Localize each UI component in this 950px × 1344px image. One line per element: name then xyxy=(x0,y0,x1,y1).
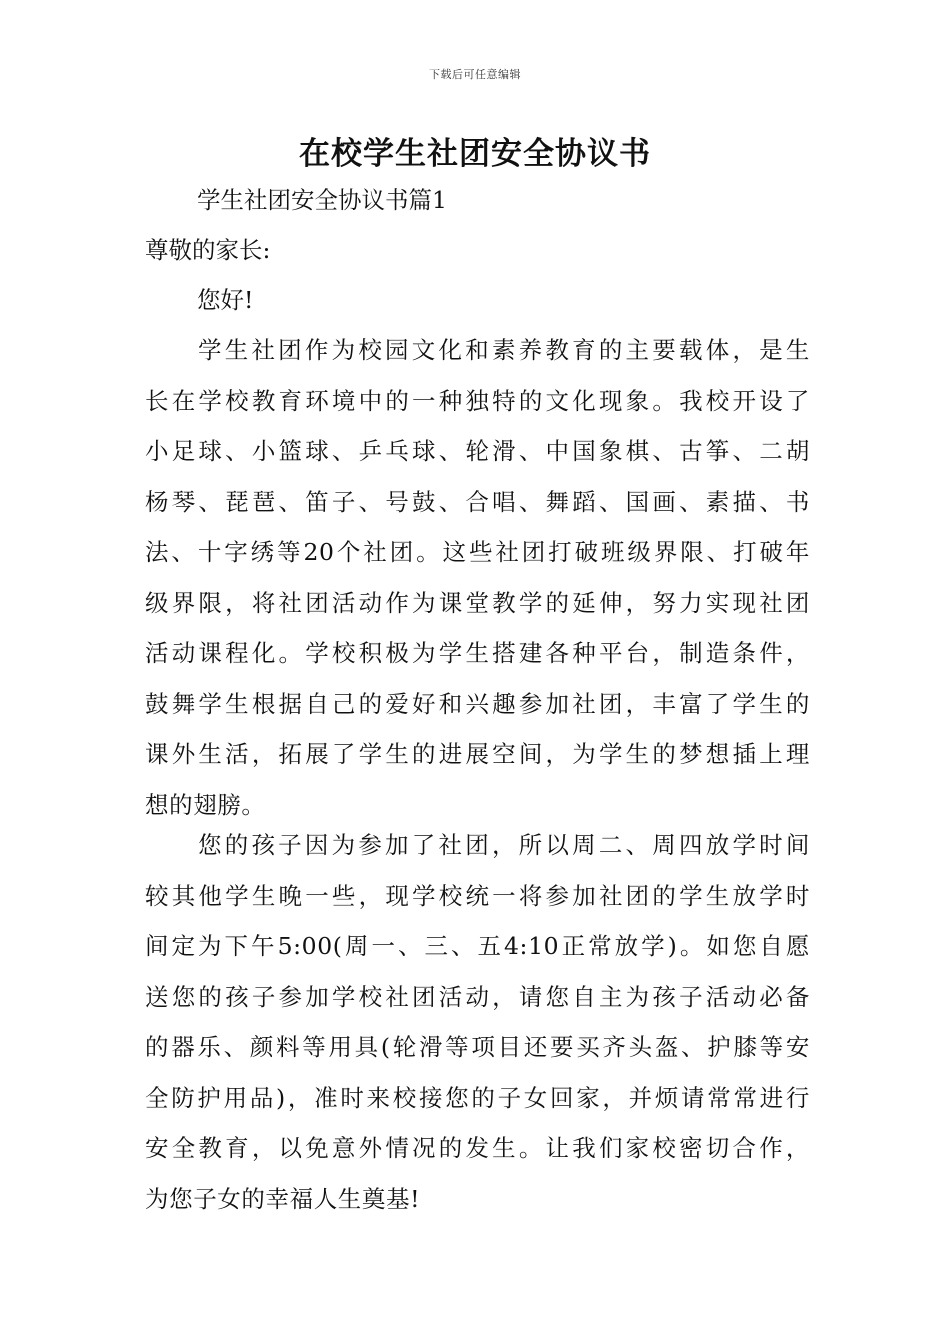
paragraph-line: 活动课程化。学校积极为学生搭建各种平台，制造条件， xyxy=(145,639,810,667)
document-title: 在校学生社团安全协议书 xyxy=(299,136,651,172)
paragraph-line: 想的翅膀。 xyxy=(145,790,266,819)
document-subtitle: 学生社团安全协议书篇1 xyxy=(197,186,447,214)
paragraph-line: 鼓舞学生根据自己的爱好和兴趣参加社团，丰富了学生的 xyxy=(145,689,810,718)
paragraph-line: 长在学校教育环境中的一种独特的文化现象。我校开设了 xyxy=(145,386,810,415)
paragraph-line: 课外生活，拓展了学生的进展空间，为学生的梦想插上理 xyxy=(145,740,810,768)
header-note: 下载后可任意编辑 xyxy=(429,68,521,81)
paragraph-line: 较其他学生晚一些，现学校统一将参加社团的学生放学时 xyxy=(145,881,810,910)
body-paragraph-1 xyxy=(145,325,810,830)
salutation: 尊敬的家长: xyxy=(145,236,271,264)
greeting: 您好! xyxy=(197,286,254,314)
paragraph-line: 的器乐、颜料等用具(轮滑等项目还要买齐头盔、护膝等安 xyxy=(145,1033,810,1061)
paragraph-line: 杨琴、琵琶、笛子、号鼓、合唱、舞蹈、国画、素描、书 xyxy=(145,487,810,516)
paragraph-line: 送您的孩子参加学校社团活动，请您自主为孩子活动必备 xyxy=(145,982,810,1011)
paragraph-line: 学生社团作为校园文化和素养教育的主要载体，是生 xyxy=(198,336,810,364)
paragraph-line: 级界限，将社团活动作为课堂教学的延伸，努力实现社团 xyxy=(145,588,810,617)
paragraph-line: 为您子女的幸福人生奠基! xyxy=(145,1184,421,1213)
paragraph-line: 小足球、小篮球、乒乓球、轮滑、中国象棋、古筝、二胡 xyxy=(145,437,810,465)
paragraph-line: 间定为下午5:00(周一、三、五4:10正常放学)。如您自愿 xyxy=(145,932,810,960)
paragraph-line: 您的孩子因为参加了社团，所以周二、周四放学时间 xyxy=(198,831,810,859)
paragraph-line: 全防护用品)，准时来校接您的子女回家，并烦请常常进行 xyxy=(145,1083,810,1112)
paragraph-line: 法、十字绣等20个社团。这些社团打破班级界限、打破年 xyxy=(145,538,810,566)
paragraph-line: 安全教育，以免意外情况的发生。让我们家校密切合作， xyxy=(145,1134,810,1162)
body-paragraph-2 xyxy=(145,820,810,1224)
